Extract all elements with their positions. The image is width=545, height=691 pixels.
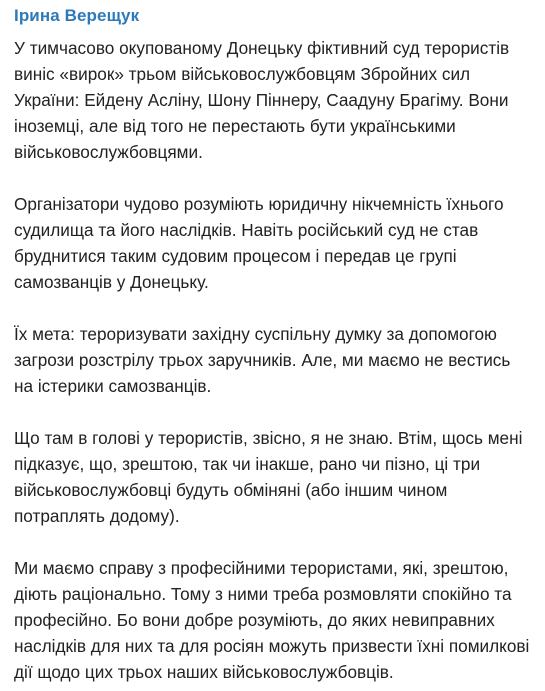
message-paragraph-2: Організатори чудово розуміють юридичну нікчемність їхнього судилища та його наслідків. Навіть російський суд не став бруднитися таким судовим процесом і передав це групі самозванців у Донецьку. xyxy=(14,194,504,292)
message-paragraph-1: У тимчасово окупованому Донецьку фіктивний суд терористів виніс «вирок» трьом військовослужбовцям Збройних сил України: Ейдену Асліну, Шону Піннеру, Саадуну Брагіму. Вони іноземці, але від того не перестають бути українськими військовослужбовцями. xyxy=(14,38,510,162)
sender-name[interactable]: Ірина Верещук xyxy=(14,6,140,25)
message-paragraph-3: Їх мета: тероризувати західну суспільну думку за допомогою загрози розстрілу трьох заручників. Але, ми маємо не вестись на істерики самозванців. xyxy=(14,324,511,396)
message-paragraph-4: Що там в голові у терористів, звісно, я не знаю. Втім, щось мені підказує, що, зрештою, так чи інакше, рано чи пізно, ці три військовослужбовці будуть обміняні (або іншим чином потраплять додому). xyxy=(14,428,523,526)
message-paragraph-5: Ми маємо справу з професійними терористами, які, зрештою, діють раціонально. Тому з ними треба розмовляти спокійно та професійно. Бо вони добре розуміють, до яких невиправних наслідків для них та для росіян можуть призвести їхні помилкові дії щодо цих трьох наших військовослужбовців. xyxy=(14,558,530,682)
